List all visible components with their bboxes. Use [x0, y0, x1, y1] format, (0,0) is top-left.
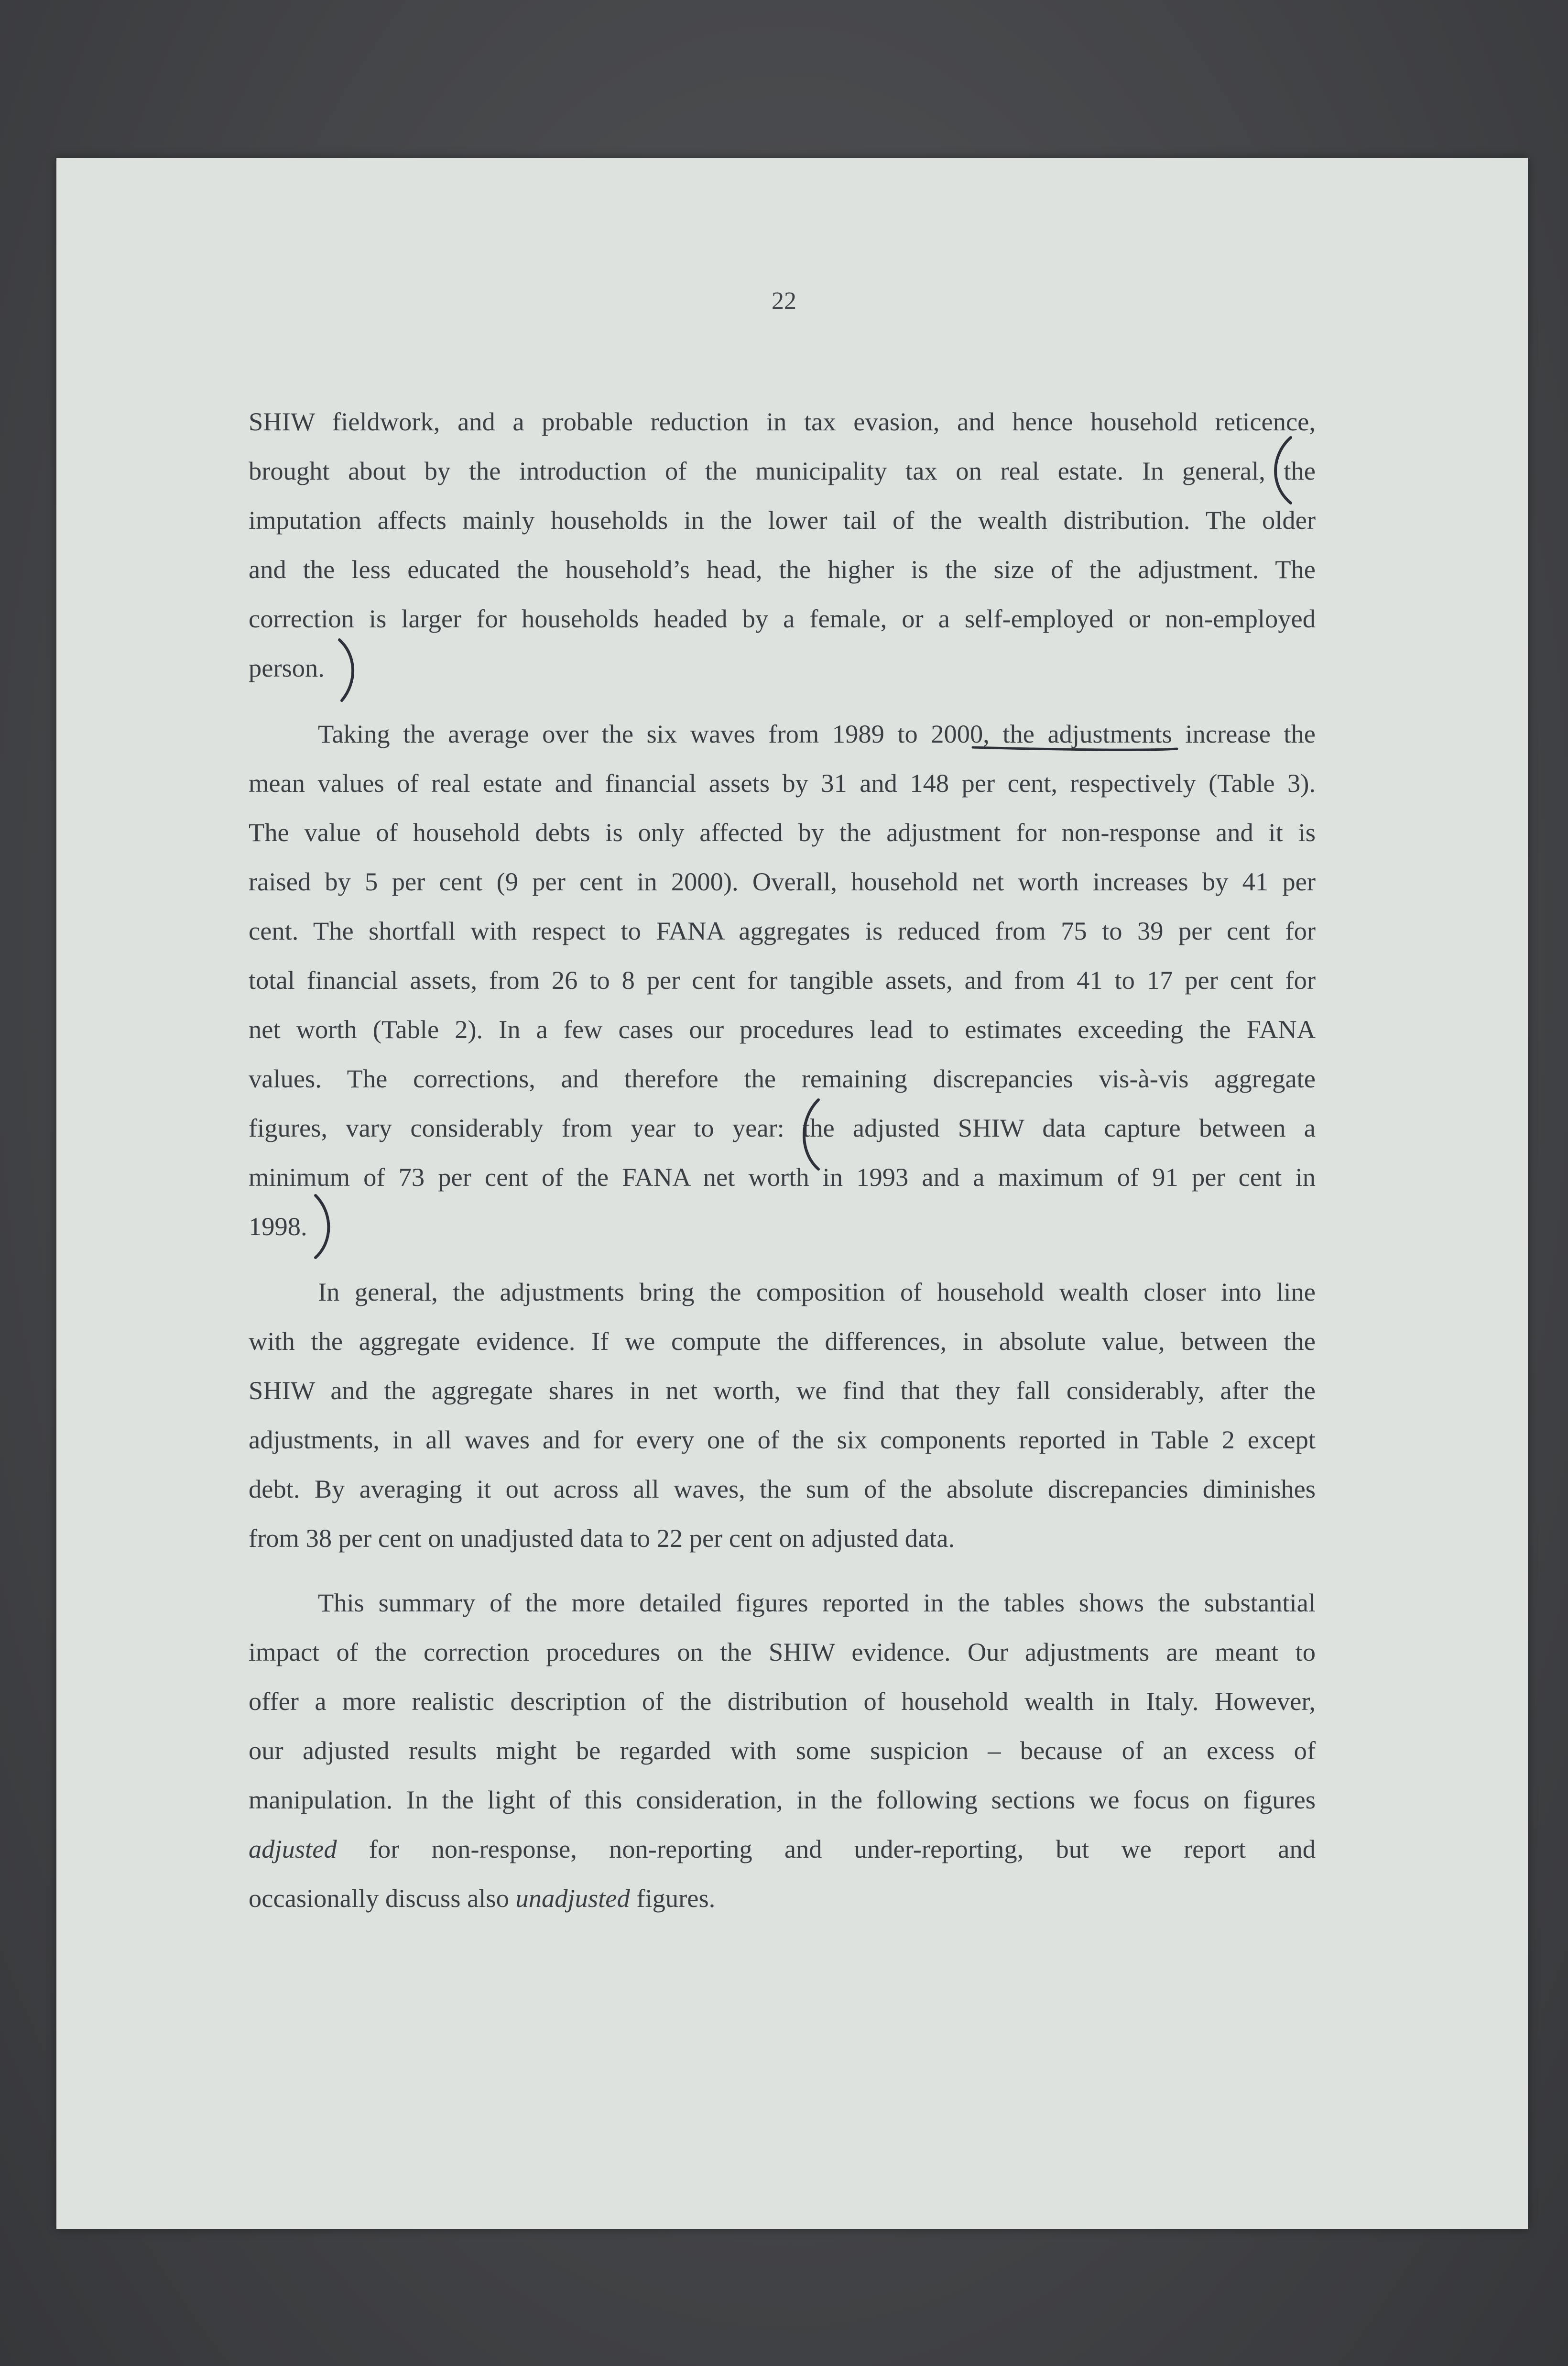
- text-line: from 38 per cent on unadjusted data to 22 per cent on adjusted data.: [249, 1523, 955, 1553]
- text-line: imputation affects mainly households in the lower tail of the wealth distribution. The older: [249, 505, 1316, 535]
- text-line: Taking the average over the six waves from 1989 to 2000, the adjustments increase the: [318, 719, 1316, 748]
- text-line: This summary of the more detailed figures reported in the tables shows the substantial: [318, 1588, 1316, 1617]
- text-line: SHIW fieldwork, and a probable reduction in tax evasion, and hence household reticence,: [249, 407, 1316, 436]
- text-fragment: figures.: [630, 1884, 716, 1913]
- text-line: impact of the correction procedures on the SHIW evidence. Our adjustments are meant to: [249, 1637, 1316, 1666]
- text-line: total financial assets, from 26 to 8 per cent for tangible assets, and from 41 to 17 per cent for: [249, 965, 1316, 995]
- text-line: In general, the adjustments bring the composition of household wealth closer into line: [318, 1277, 1316, 1306]
- text-line: SHIW and the aggregate shares in net worth, we find that they fall considerably, after the: [249, 1376, 1316, 1405]
- text-line: our adjusted results might be regarded with some suspicion – because of an excess of: [249, 1736, 1316, 1765]
- paragraph-1: [249, 397, 1316, 692]
- text-line: raised by 5 per cent (9 per cent in 2000). Overall, household net worth increases by 41 per: [249, 867, 1316, 896]
- page-number: 22: [772, 287, 796, 315]
- text-line: values. The corrections, and therefore the remaining discrepancies vis-à-vis aggregate: [249, 1064, 1316, 1093]
- text-fragment: for non-response, non-reporting and under-reporting, but we report and: [337, 1834, 1316, 1863]
- text-line: person.: [249, 653, 325, 682]
- text-line: brought about by the introduction of the municipality tax on real estate. In general, the: [249, 456, 1316, 485]
- text-line: offer a more realistic description of the distribution of household wealth in Italy. However,: [249, 1687, 1316, 1716]
- text-line: The value of household debts is only affected by the adjustment for non-response and it is: [249, 818, 1316, 847]
- text-line: minimum of 73 per cent of the FANA net worth in 1993 and a maximum of 91 per cent in: [249, 1162, 1316, 1192]
- paragraph-4: [249, 1578, 1316, 1923]
- text-fragment: occasionally discuss also: [249, 1884, 516, 1913]
- text-line: and the less educated the household’s head, the higher is the size of the adjustment. The: [249, 555, 1316, 584]
- text-line: adjustments, in all waves and for every one of the six components reported in Table 2 except: [249, 1425, 1316, 1454]
- text-line: with the aggregate evidence. If we compute the differences, in absolute value, between the: [249, 1326, 1316, 1356]
- text-line: cent. The shortfall with respect to FANA aggregates is reduced from 75 to 39 per cent for: [249, 916, 1316, 945]
- text-line: mean values of real estate and financial assets by 31 and 148 per cent, respectively (Table 3).: [249, 768, 1316, 798]
- text-line: debt. By averaging it out across all waves, the sum of the absolute discrepancies diminishes: [249, 1474, 1316, 1503]
- text-line: net worth (Table 2). In a few cases our procedures lead to estimates exceeding the FANA: [249, 1015, 1316, 1044]
- text-line: correction is larger for households headed by a female, or a self-employed or non-employed: [249, 604, 1316, 633]
- paragraph-3: [249, 1267, 1316, 1563]
- italic-word: unadjusted: [515, 1884, 630, 1913]
- italic-word: adjusted: [249, 1834, 337, 1863]
- paragraph-2: [249, 709, 1316, 1251]
- text-line: [249, 1824, 1316, 1873]
- text-line: 1998.: [249, 1212, 307, 1241]
- text-line: manipulation. In the light of this consideration, in the following sections we focus on figures: [249, 1785, 1316, 1814]
- text-line: [249, 1873, 1316, 1923]
- text-line: figures, vary considerably from year to year: the adjusted SHIW data capture between a: [249, 1113, 1316, 1142]
